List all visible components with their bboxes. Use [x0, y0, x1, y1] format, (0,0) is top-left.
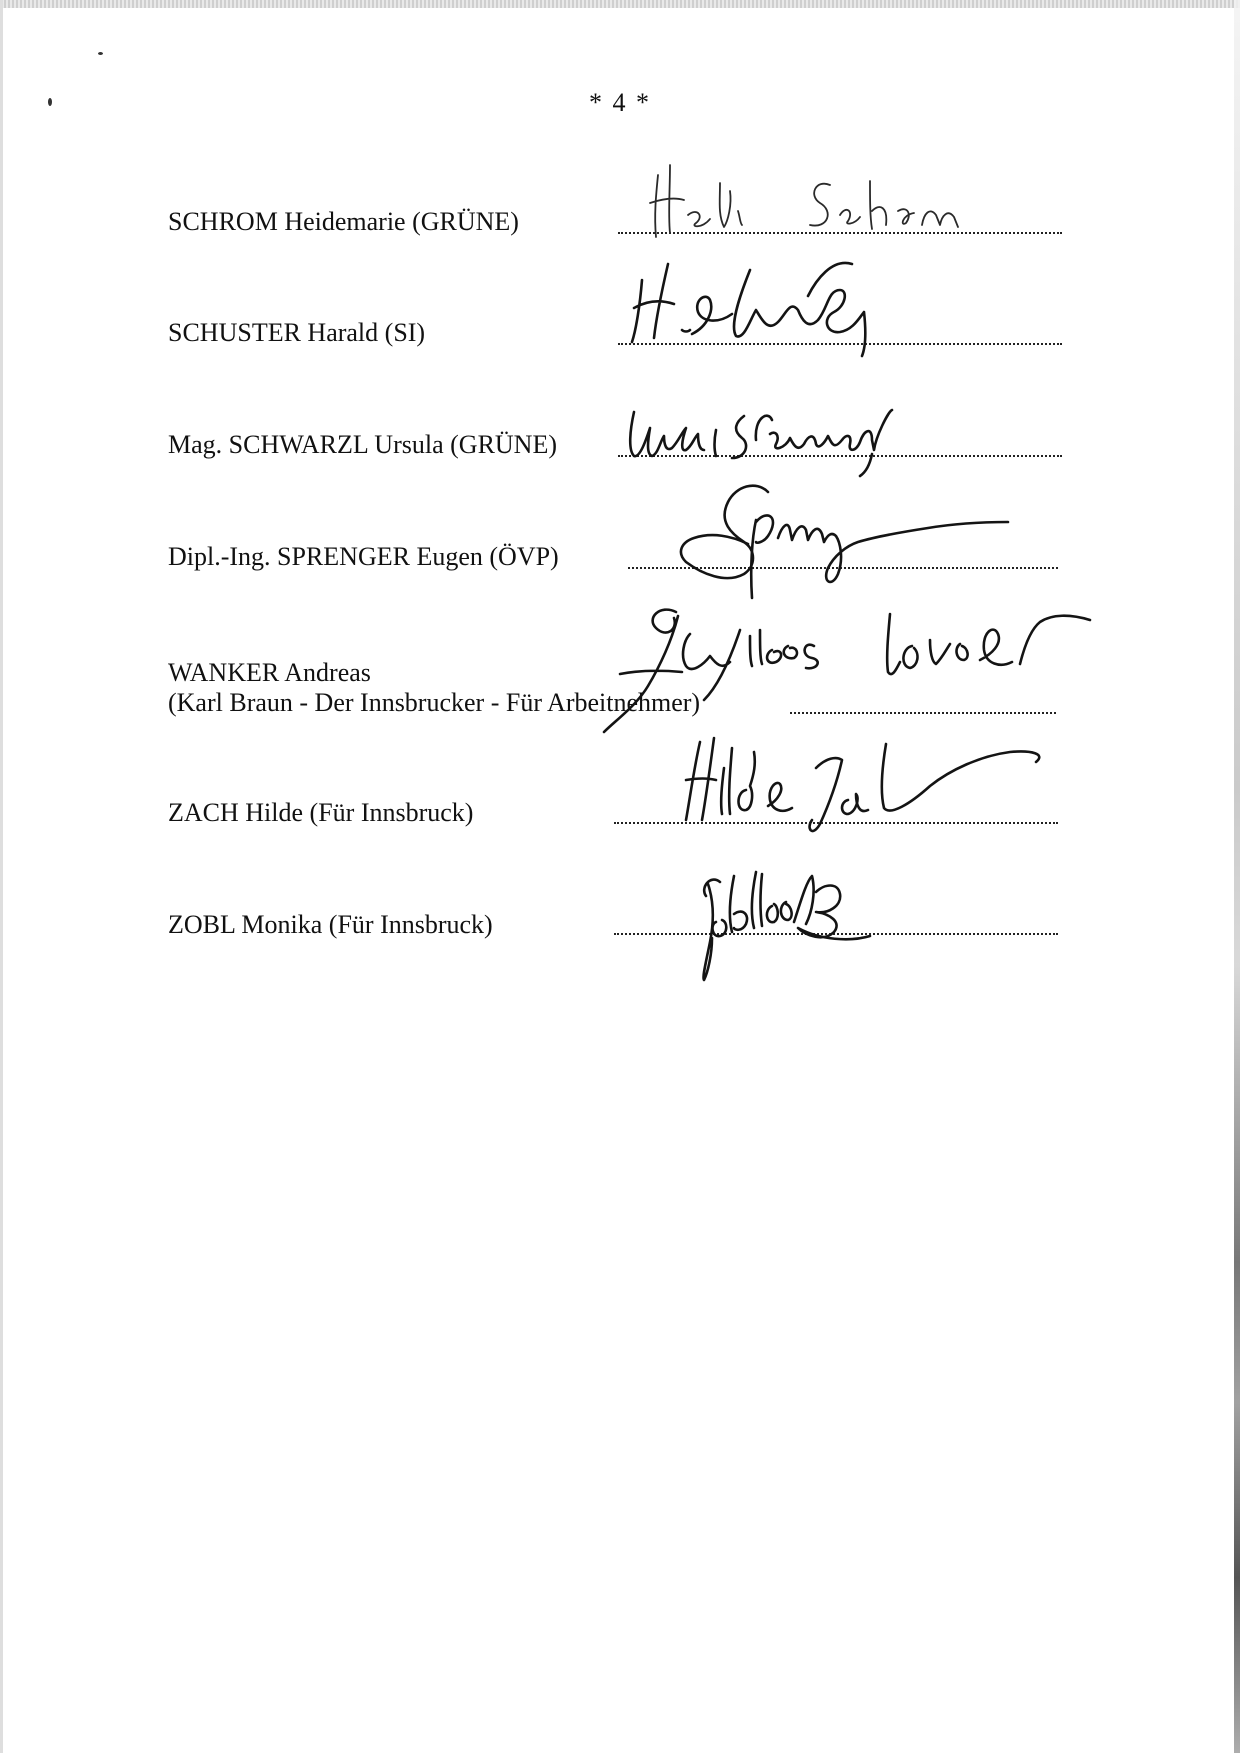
- signatory-name: WANKER Andreas: [168, 658, 371, 687]
- page-number: * 4 *: [589, 88, 651, 117]
- signatory-name: SCHROM Heidemarie (GRÜNE): [168, 207, 519, 236]
- signatory-name: ZACH Hilde (Für Innsbruck): [168, 798, 474, 827]
- signatory-name-line2: (Karl Braun - Der Innsbrucker - Für Arbeitnehmer): [168, 688, 701, 717]
- signatory-name: Mag. SCHWARZL Ursula (GRÜNE): [168, 430, 557, 459]
- signatory-name: ZOBL Monika (Für Innsbruck): [168, 910, 493, 939]
- signature-image: [620, 400, 960, 480]
- scan-right-edge: [1234, 0, 1240, 1753]
- signatory-name: SCHUSTER Harald (SI): [168, 318, 426, 347]
- signature-image: [672, 478, 1022, 618]
- scan-left-edge: [0, 0, 3, 1753]
- signature-image: [690, 862, 930, 987]
- scan-top-edge: [0, 0, 1240, 8]
- signature-image: [680, 728, 1080, 838]
- signature-image: [622, 250, 932, 360]
- signature-image: [600, 600, 1130, 740]
- signature-image: [640, 145, 970, 245]
- signatory-name: Dipl.-Ing. SPRENGER Eugen (ÖVP): [168, 542, 559, 571]
- scan-speck: [98, 52, 103, 55]
